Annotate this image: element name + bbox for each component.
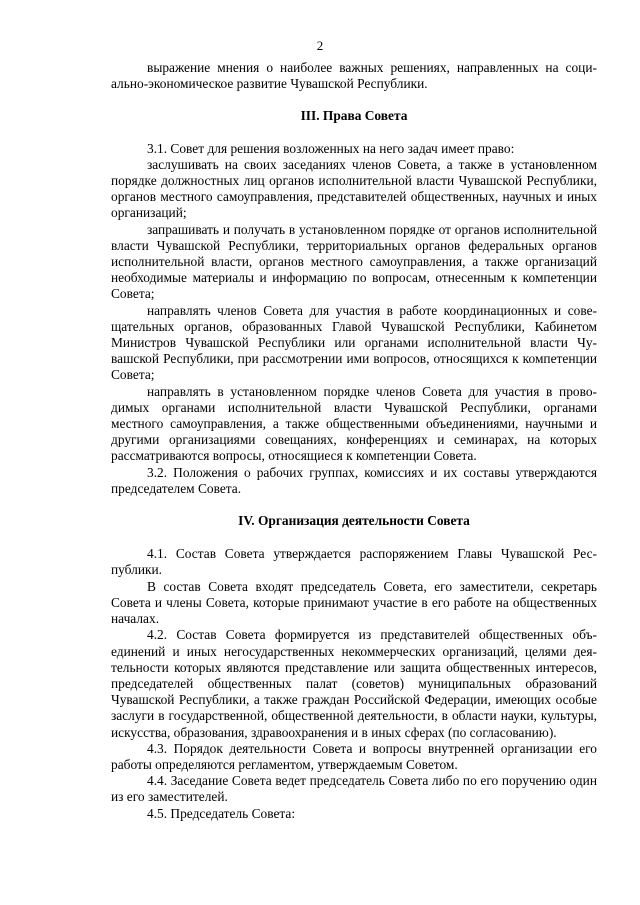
page-number: 2 [316, 38, 324, 53]
paragraph-4-2: 4.2. Состав Совета формируется из представителей общественных объединений и иных негосударственных некоммерческих организаций, целями деятельности которых являются представление или защита общественных интересов, председателей общественных палат (советов) муниципальных образований Чувашской Республики, а также граждан Российской Федерации, имеющих особые заслуги в государственной, общественной деятельности, в области науки, культуры, искусства, образования, здравоохранения и в иных сферах (по согласованию). [111, 627, 597, 740]
paragraph-4-5: 4.5. Председатель Совета: [147, 805, 296, 821]
document-body [111, 60, 597, 822]
paragraph-right-send-coordination: направлять членов Совета для участия в работе координационных и совещательных органов, образованных Главой Чувашской Республики, Кабинетом Министров Чувашской Республики или органами исполнительной власти Чувашской Республики, при рассмотрении ими вопросов, относящихся к компетенции Совета; [111, 302, 597, 383]
section-4-heading: IV. Организация деятельности Совета [238, 513, 470, 529]
paragraph-right-hear: заслушивать на своих заседаниях членов Совета, а также в установленном порядке должностных лиц органов исполнительной власти Чувашской Республики, органов местного самоуправления, представителей общественных, научных и иных организаций; [111, 156, 597, 221]
paragraph-4-1: 4.1. Состав Совета утверждается распоряжением Главы Чувашской Республики. [111, 546, 597, 578]
paragraph-3-2: 3.2. Положения о рабочих группах, комиссиях и их составы утверждаются председателем Совета. [111, 464, 597, 496]
paragraph-council-members: В состав Совета входят председатель Совета, его заместители, секретарь Совета и члены Совета, которые принимают участие в его работе на общественных началах. [111, 578, 597, 627]
paragraph-right-send-events: направлять в установленном порядке членов Совета для участия в проводимых органами исполнительной власти Чувашской Республики, органами местного самоуправления, а также общественными объединениями, научными и другими организациями совещаниях, конференциях и семинарах, на которых рассматриваются вопросы, относящиеся к компетенции Совета. [111, 383, 597, 464]
paragraph-right-request: запрашивать и получать в установленном порядке от органов исполнительной власти Чувашской Республики, территориальных органов федеральных органов исполнительной власти, органов местного самоуправления, а также организаций необходимые материалы и информацию по вопросам, отнесенным к компетенции Совета; [111, 221, 597, 302]
paragraph-4-3: 4.3. Порядок деятельности Совета и вопросы внутренней организации его работы определяются регламентом, утверждаемым Советом. [111, 740, 597, 772]
intro-paragraph: выражение мнения о наиболее важных решениях, направленных на социально-экономическое развитие Чувашской Республики. [111, 60, 597, 92]
paragraph-3-1: 3.1. Совет для решения возложенных на него задач имеет право: [147, 140, 515, 156]
section-3-heading: III. Права Совета [300, 108, 408, 124]
paragraph-4-4: 4.4. Заседание Совета ведет председатель Совета либо по его поручению один из его заместителей. [111, 773, 597, 805]
